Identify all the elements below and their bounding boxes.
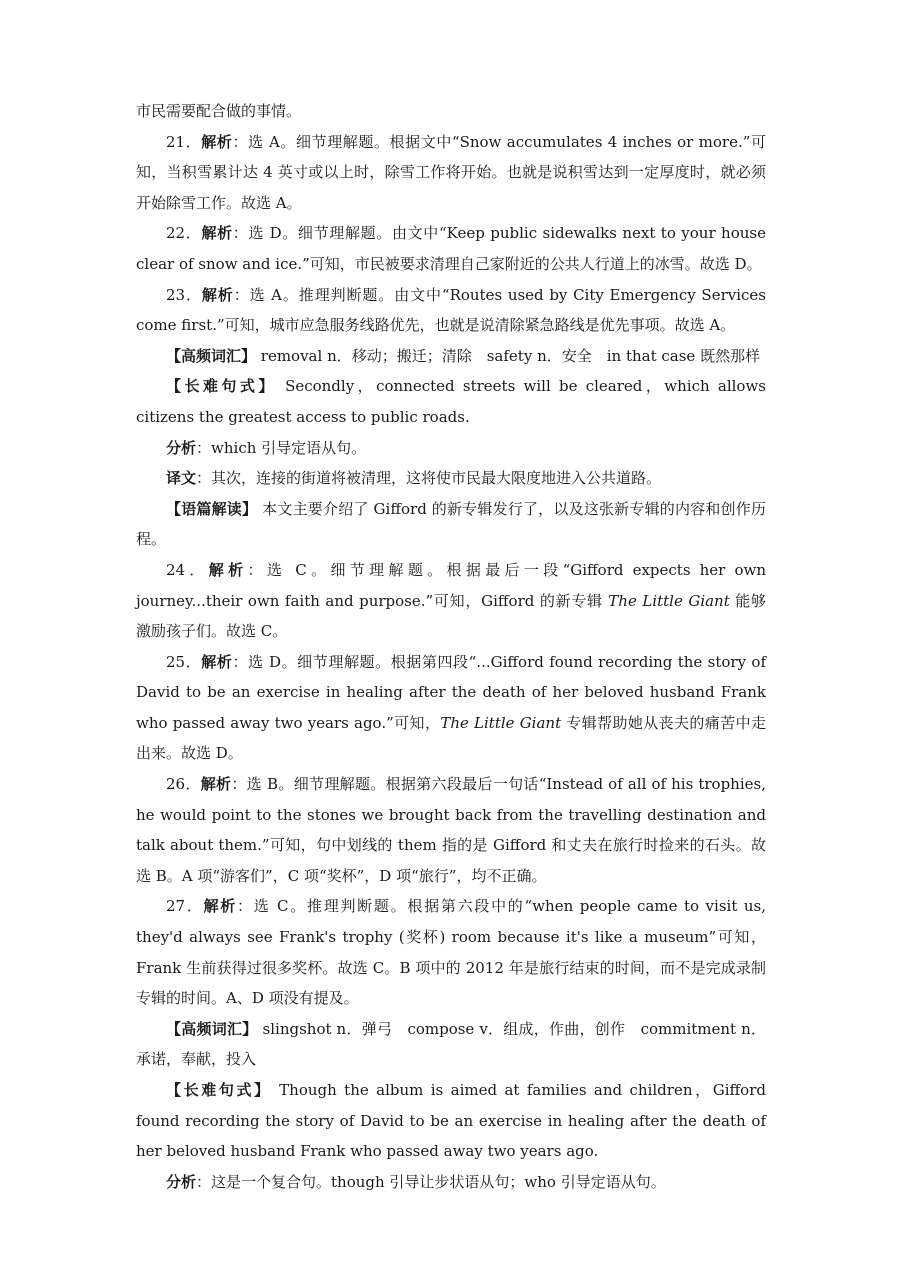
analysis-1-text: ：which 引导定语从句。	[196, 438, 367, 457]
answer-26-text: ：选 B。细节理解题。根据第六段最后一句话“Instead of all of his trophies, he would point to the stones we brought back from the travelling destination and talk about them.”可知，句中划线的 them 指的是 Gifford 和丈夫在旅行时捡来的石头。故选 B。A 项“游客们”，C 项“奖杯”，D 项“旅行”，均不正确。	[136, 775, 766, 885]
vocab-1-label: 【高频词汇】	[166, 346, 257, 365]
answer-25-label: 解析	[201, 652, 233, 671]
analysis-2-text: ：这是一个复合句。though 引导让步状语从句；who 引导定语从句。	[196, 1172, 666, 1191]
passage-reading	[136, 494, 766, 555]
answer-22-text: ：选 D。细节理解题。由文中“Keep public sidewalks next to your house clear of snow and ice.”可知，市民被要求清理自己家附近的公共人行道上的冰雪。故选 D。	[136, 224, 766, 273]
answer-25-text-a: ：选 D。细节理解题。根据第四段“...Gifford found recording the story of David to be an exercise in healing after the death of her beloved husband Frank who passed away two years ago.”可知，	[136, 652, 766, 732]
long-sentence-2-label: 【长难句式】	[166, 1081, 272, 1099]
answer-22-label: 解析	[201, 224, 233, 243]
answer-24-text-b: 能够激励孩子们。故选 C。	[136, 591, 766, 641]
vocab-2-label: 【高频词汇】	[166, 1019, 258, 1038]
answer-23-number: 23．	[166, 285, 202, 304]
answer-24-album-title: The Little Giant	[608, 591, 730, 610]
answer-24-number: 24．	[166, 560, 209, 579]
long-sentence-1-label: 【长难句式】	[166, 377, 277, 396]
long-sentence-1	[136, 371, 766, 432]
answer-27-number: 27．	[166, 897, 204, 916]
answer-27-text: ：选 C。推理判断题。根据第六段中的“when people came to visit us, they'd always see Frank's trophy (奖杯) room because it's like a museum”可知，Frank 生前获得过很多奖杯。故选 C。B 项中的 2012 年是旅行结束的时间，而不是完成录制专辑的时间。A、D 项没有提及。	[136, 897, 766, 1008]
answer-22-number: 22．	[166, 224, 202, 243]
answer-21-label: 解析	[201, 132, 233, 151]
answer-21	[136, 127, 766, 219]
answer-27-label: 解析	[203, 897, 238, 916]
answer-23-label: 解析	[201, 285, 234, 304]
analysis-1-label: 分析	[166, 438, 197, 457]
answer-22	[136, 218, 766, 279]
translation-1	[136, 463, 766, 494]
vocab-section-2	[136, 1014, 766, 1075]
analysis-2	[136, 1167, 766, 1198]
vocab-section-1	[136, 341, 766, 372]
answer-24-label: 解析	[208, 560, 248, 579]
answer-25-album-title: The Little Giant	[440, 713, 562, 732]
answer-23	[136, 280, 766, 341]
passage-reading-label: 【语篇解读】	[166, 499, 258, 518]
answer-23-text: ：选 A。推理判断题。由文中“Routes used by City Emergency Services come first.”可知，城市应急服务线路优先，也就是说清除紧急路线是优先事项。故选 A。	[136, 285, 766, 335]
answer-21-number: 21．	[166, 132, 202, 151]
analysis-1	[136, 433, 766, 464]
answer-24-text-a: ：选 C。细节理解题。根据最后一段“Gifford expects her own journey...their own faith and purpose.”可知，Gifford 的新专辑	[136, 560, 766, 610]
passage-reading-text: 本文主要介绍了 Gifford 的新专辑发行了，以及这张新专辑的内容和创作历程。	[136, 499, 766, 549]
long-sentence-2	[136, 1075, 766, 1167]
answer-27	[136, 891, 766, 1013]
answer-25-number: 25．	[166, 652, 202, 671]
intro-line	[136, 96, 766, 127]
analysis-2-label: 分析	[166, 1172, 197, 1191]
answer-25	[136, 647, 766, 769]
answer-21-text: ：选 A。细节理解题。根据文中“Snow accumulates 4 inches or more.”可知，当积雪累计达 4 英寸或以上时，除雪工作将开始。也就是说积雪达到一定厚度时，就必须开始除雪工作。故选 A。	[136, 132, 766, 212]
answer-26-label: 解析	[200, 775, 232, 794]
translation-1-label: 译文	[166, 469, 197, 488]
answer-26-number: 26．	[166, 775, 201, 794]
answer-25-text-b: 专辑帮助她从丧夫的痛苦中走出来。故选 D。	[136, 713, 766, 763]
answer-26	[136, 769, 766, 891]
intro-text: 市民需要配合做的事情。	[136, 102, 302, 120]
vocab-2-text: slingshot n．弹弓 compose v．组成，作曲，创作 commitment n．承诺，奉献，投入	[136, 1019, 766, 1069]
vocab-1-text: removal n．移动；搬迁；清除 safety n．安全 in that case 既然那样	[256, 346, 761, 365]
document-page	[136, 96, 766, 1197]
long-sentence-1-text: Secondly，connected streets will be cleared，which allows citizens the greatest access to public roads.	[136, 377, 766, 426]
translation-1-text: ：其次，连接的街道将被清理，这将使市民最大限度地进入公共道路。	[196, 469, 662, 488]
long-sentence-2-text: Though the album is aimed at families and children，Gifford found recording the story of David to be an exercise in healing after the death of her beloved husband Frank who passed away two years ago.	[136, 1081, 766, 1161]
answer-24	[136, 555, 766, 647]
